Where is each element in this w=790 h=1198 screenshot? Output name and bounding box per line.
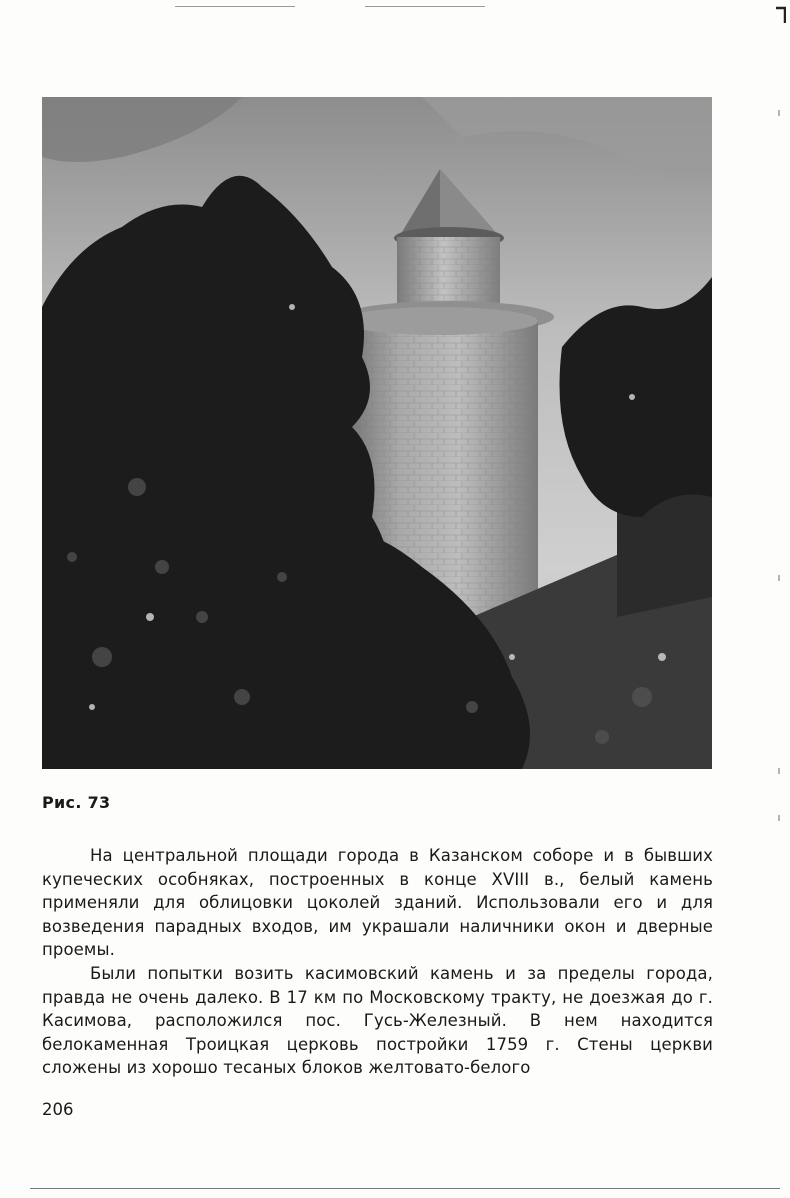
scan-edge-tick bbox=[778, 110, 780, 116]
paragraph: Были попытки возить касимовский камень и за пределы города, правда не очень далеко. В 17 км по Московскому тракту, не доезжая до г. Касимова, расположился пос. Гусь-Железный. В нем находится белокаменная Троицкая церковь постройки 1759 г. Стены церкви сложены из хорошо тесаных блоков желтовато-белого bbox=[42, 963, 713, 1078]
scan-bottom-rule bbox=[30, 1188, 780, 1189]
scan-edge-tick bbox=[778, 768, 780, 774]
scan-corner-mark bbox=[776, 6, 786, 24]
scan-top-rule bbox=[175, 6, 295, 7]
scan-edge-tick bbox=[778, 575, 780, 581]
paragraph: На центральной площади города в Казанском соборе и в бывших купеческих особняках, построенных в конце XVIII в., белый камень применяли для облицовки цоколей зданий. Использовали его и для возведения парадных входов, им украшали наличники окон и дверные проемы. bbox=[42, 846, 713, 960]
page-number: 206 bbox=[42, 1100, 74, 1119]
scan-edge-tick bbox=[778, 815, 780, 821]
body-text bbox=[42, 844, 713, 1080]
tower-photo bbox=[42, 97, 712, 769]
scan-top-rule bbox=[365, 6, 485, 7]
figure-caption: Рис. 73 bbox=[42, 793, 111, 812]
